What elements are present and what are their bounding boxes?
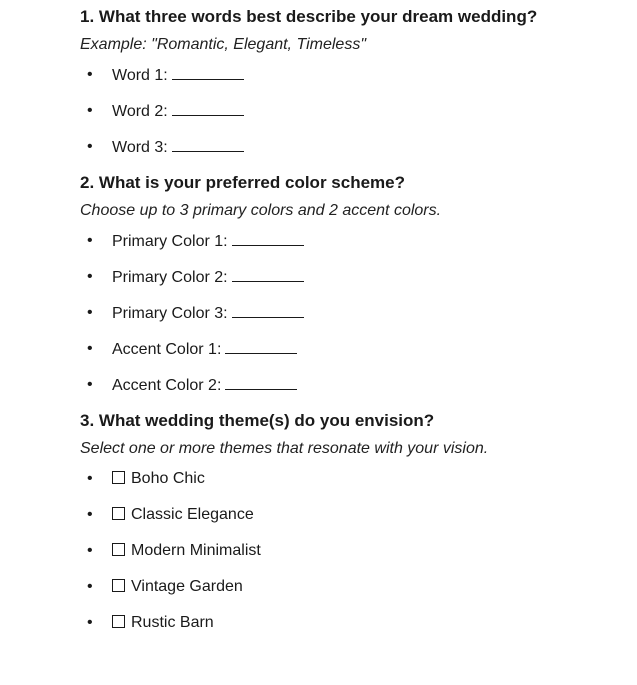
option-label: Modern Minimalist	[131, 542, 261, 559]
list-item	[80, 539, 637, 563]
field-label: Word 3:	[112, 139, 168, 156]
option-label: Rustic Barn	[131, 614, 214, 631]
blank-line-field[interactable]	[172, 99, 244, 116]
checkbox-icon[interactable]	[112, 615, 125, 628]
blank-line-field[interactable]	[225, 373, 297, 390]
field-label: Word 2:	[112, 103, 168, 120]
question-color-scheme	[80, 171, 637, 397]
list-item	[80, 467, 637, 491]
checkbox-icon[interactable]	[112, 507, 125, 520]
list-item	[80, 611, 637, 635]
list-item	[80, 99, 637, 123]
question-hint: Example: "Romantic, Elegant, Timeless"	[80, 36, 366, 53]
list-item	[80, 229, 637, 253]
question-title: 2. What is your preferred color scheme?	[80, 173, 405, 192]
checkbox-icon[interactable]	[112, 579, 125, 592]
question-title: 3. What wedding theme(s) do you envision?	[80, 411, 435, 430]
question-dream-wedding-words	[80, 5, 637, 159]
list-item	[80, 503, 637, 527]
list-item	[80, 135, 637, 159]
blank-line-field[interactable]	[172, 135, 244, 152]
field-label: Primary Color 1:	[112, 233, 228, 250]
blank-line-field[interactable]	[232, 265, 304, 282]
option-label: Boho Chic	[131, 470, 205, 487]
list-item	[80, 337, 637, 361]
field-label: Primary Color 2:	[112, 269, 228, 286]
question-hint: Select one or more themes that resonate with your vision.	[80, 440, 489, 457]
field-label: Accent Color 1:	[112, 341, 222, 358]
checkbox-icon[interactable]	[112, 543, 125, 556]
list-item	[80, 575, 637, 599]
list-item	[80, 265, 637, 289]
theme-options	[80, 467, 637, 635]
field-label: Word 1:	[112, 67, 168, 84]
question-wedding-theme	[80, 409, 637, 635]
answer-list	[80, 63, 637, 159]
checkbox-icon[interactable]	[112, 471, 125, 484]
field-label: Primary Color 3:	[112, 305, 228, 322]
question-title: 1. What three words best describe your dream wedding?	[80, 7, 538, 26]
question-hint: Choose up to 3 primary colors and 2 accent colors.	[80, 202, 442, 219]
list-item	[80, 301, 637, 325]
option-label: Classic Elegance	[131, 506, 254, 523]
list-item	[80, 63, 637, 87]
list-item	[80, 373, 637, 397]
field-label: Accent Color 2:	[112, 377, 222, 394]
blank-line-field[interactable]	[232, 301, 304, 318]
answer-list	[80, 229, 637, 397]
blank-line-field[interactable]	[225, 337, 297, 354]
option-label: Vintage Garden	[131, 578, 243, 595]
blank-line-field[interactable]	[172, 63, 244, 80]
blank-line-field[interactable]	[232, 229, 304, 246]
